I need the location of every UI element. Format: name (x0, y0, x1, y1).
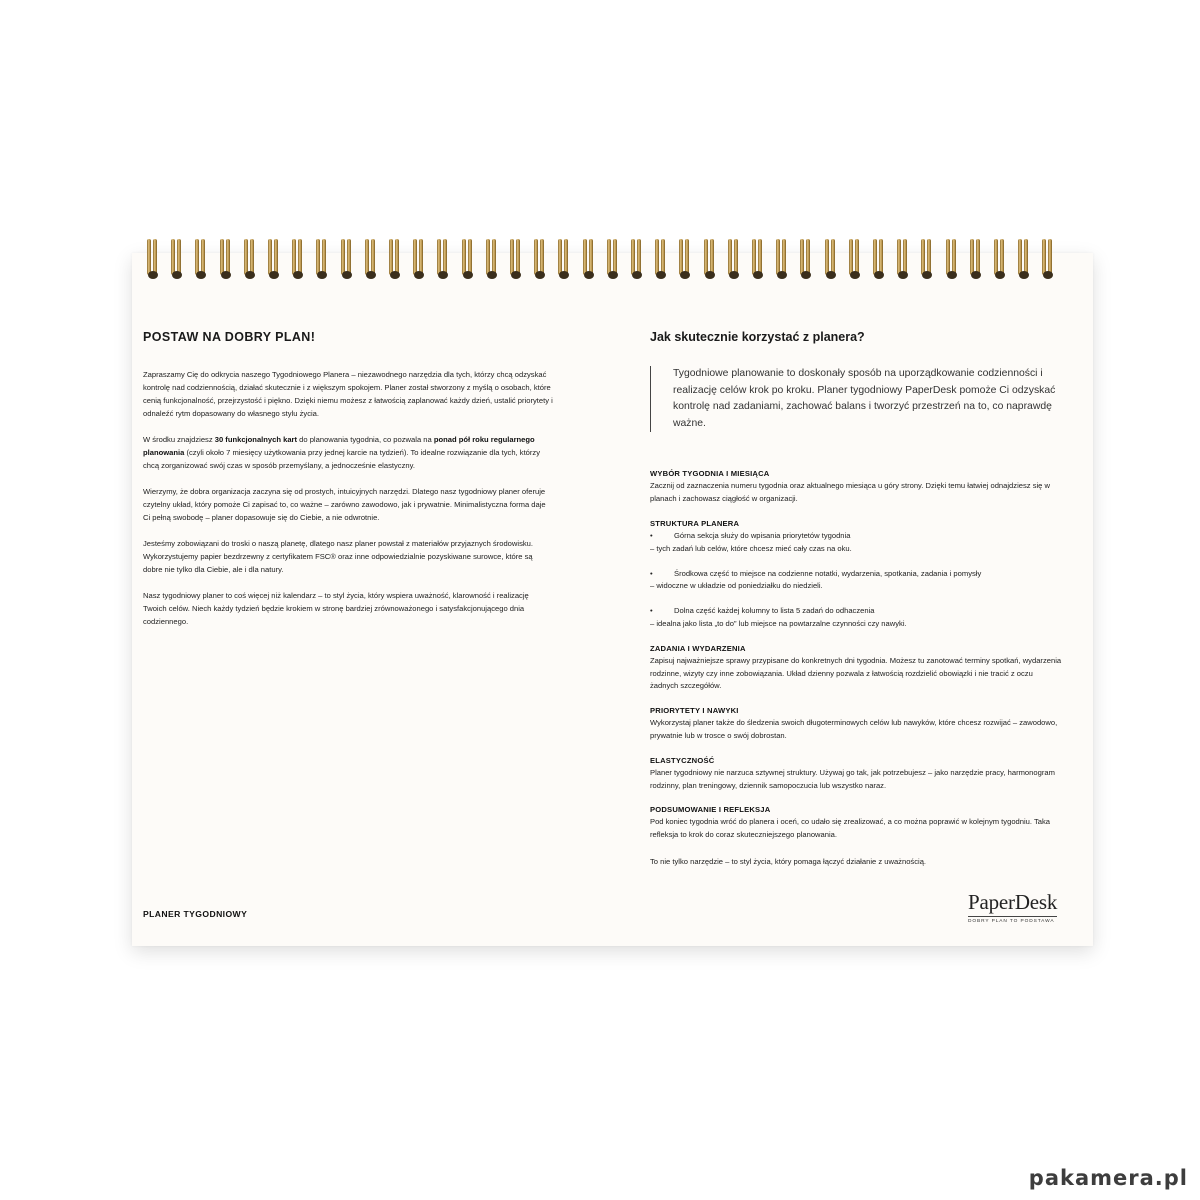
footer-label: PLANER TYGODNIOWY (143, 909, 248, 919)
binding-ring (897, 233, 909, 279)
binding-ring (316, 233, 328, 279)
closing-line: To nie tylko narzędzie – to styl życia, który pomaga łączyć działanie z uważnością. (650, 856, 927, 866)
binding-ring (1042, 233, 1054, 279)
binding-ring (631, 233, 643, 279)
binding-ring (946, 233, 958, 279)
bullet-icon: • (650, 606, 653, 616)
binding-ring (413, 233, 425, 279)
section-priorities-habits (650, 705, 1062, 743)
cards-bold-1: 30 funkcjonalnych kart (214, 435, 298, 444)
section-title: WYBÓR TYGODNIA I MIESIĄCA (650, 469, 770, 479)
lifestyle-paragraph: Nasz tygodniowy planer to coś więcej niż kalendarz – to styl życia, który wspiera uważność, klarowność i realizację Twoich celów. Niech każdy tydzień będzie krokiem w stronę bardziej zrównoważonego i satysfakcjonującego dnia codziennego. (143, 591, 529, 626)
bullet-text: Górna sekcja służy do wpisania priorytetów tygodnia (674, 530, 851, 540)
section-week-month (650, 468, 1062, 506)
binding-ring (800, 233, 812, 279)
binding-ring (510, 233, 522, 279)
section-body: Planer tygodniowy nie narzuca sztywnej struktury. Używaj go tak, jak potrzebujesz – jako narzędzie pracy, harmonogram rodzinny, plan treningowy, dziennik samopoczucia lub wszystko naraz. (650, 767, 1055, 790)
bullet-text: Dolna część każdej kolumny to lista 5 zadań do odhaczenia (674, 606, 875, 616)
left-title: POSTAW NA DOBRY PLAN! (143, 330, 316, 344)
section-summary-reflection (650, 804, 1062, 842)
section-title: STRUKTURA PLANERA (650, 518, 740, 528)
binding-ring (849, 233, 861, 279)
binding-ring (583, 233, 595, 279)
binding-ring (704, 233, 716, 279)
binding-ring (873, 233, 885, 279)
bullet-item (650, 530, 1062, 556)
binding-ring (220, 233, 232, 279)
brand-logo (968, 890, 1057, 924)
binding-ring (486, 233, 498, 279)
section-structure (650, 518, 1062, 631)
watermark: pakamera.pl (1028, 1166, 1188, 1190)
binding-ring (341, 233, 353, 279)
binding-ring (558, 233, 570, 279)
binding-ring (534, 233, 546, 279)
binding-ring (389, 233, 401, 279)
cards-text-1: W środku znajdziesz (143, 435, 215, 444)
binding-ring (268, 233, 280, 279)
cards-text-2: do planowania tygodnia, co pozwala na (297, 435, 434, 444)
section-title: ELASTYCZNOŚĆ (650, 755, 715, 765)
bullet-text-continued: – tych zadań lub celów, które chcesz mieć cały czas na oku. (650, 543, 852, 553)
section-body: Wykorzystaj planer także do śledzenia swoich długoterminowych celów lub nawyków, które chcesz rozwijać – zawodowo, prywatnie lub w trosce o swój dobrostan. (650, 718, 1058, 740)
bullet-text: Środkowa część to miejsce na codzienne notatki, wydarzenia, spotkania, zadania i pomysły (674, 568, 982, 578)
eco-paragraph: Jesteśmy zobowiązani do troski o naszą planetę, dlatego nasz planer powstał z materiałów przyjaznych środowisku. Wykorzystujemy papier bezdrzewny z certyfikatem FSC® oraz inne odpowiedzialnie pozyskiwane surowce, które są dobre nie tylko dla Ciebie, ale i dla natury. (143, 539, 534, 574)
binding-ring (655, 233, 667, 279)
section-title: PRIORYTETY I NAWYKI (650, 706, 739, 716)
binding-ring (437, 233, 449, 279)
bullet-item (650, 605, 1062, 631)
binding-ring (994, 233, 1006, 279)
binding-ring (607, 233, 619, 279)
bullet-text-continued: – idealna jako lista „to do” lub miejsce na powtarzalne czynności czy nawyki. (650, 618, 907, 628)
section-title: PODSUMOWANIE I REFLEKSJA (650, 805, 771, 815)
bullet-text-continued: – widoczne w układzie od poniedziałku do niedzieli. (650, 581, 823, 591)
binding-ring (365, 233, 377, 279)
logo-tagline: DOBRY PLAN TO PODSTAWA (968, 916, 1057, 924)
organization-paragraph: Wierzymy, że dobra organizacja zaczyna się od prostych, intuicyjnych narzędzi. Dlatego nasz tygodniowy planer oferuje czytelny układ, który pomoże Ci zapisać to, co ważne – zarówno zawodowo, jak i prywatnie. Minimalistyczna forma daje Ci pełną swobodę – planer dopasowuje się do Ciebie, a nie odwrotnie. (143, 487, 546, 522)
logo-wordmark: PaperDesk (968, 890, 1058, 914)
section-title: ZADANIA I WYDARZENIA (650, 643, 746, 653)
section-body: Zacznij od zaznaczenia numeru tygodnia oraz aktualnego miesiąca u góry strony. Dzięki temu łatwiej odnajdziesz się w planach i zachowasz ciągłość w organizacji. (650, 481, 1050, 504)
right-title: Jak skutecznie korzystać z planera? (650, 330, 865, 344)
binding-ring (825, 233, 837, 279)
binding-ring (1018, 233, 1030, 279)
binding-ring (970, 233, 982, 279)
binding-ring (728, 233, 740, 279)
section-body: Zapisuj najważniejsze sprawy przypisane do konkretnych dni tygodnia. Możesz tu zanotować terminy spotkań, wydarzenia rodzinne, wizyty czy inne zobowiązania. Układ dzienny pozwala z łatwością rozdzielić obowiązki i nie tracić z oczu żadnych szczegółów. (650, 655, 1062, 691)
binding-ring (752, 233, 764, 279)
binding-ring (244, 233, 256, 279)
bullet-item (650, 568, 1062, 594)
binding-ring (462, 233, 474, 279)
binding-ring (147, 233, 159, 279)
binding-ring (776, 233, 788, 279)
section-flexibility (650, 755, 1062, 793)
binding-ring (171, 233, 183, 279)
bullet-icon: • (650, 530, 653, 540)
intro-quote: Tygodniowe planowanie to doskonały sposób na uporządkowanie codzienności i realizację celów krok po kroku. Planer tygodniowy PaperDesk pomoże Ci odzyskać kontrolę nad zadaniami, zachować balans i tworzyć przestrzeń na to, co naprawdę ważne. (650, 366, 1062, 432)
binding-ring (195, 233, 207, 279)
right-column (650, 330, 1062, 869)
binding-ring (292, 233, 304, 279)
cards-paragraph (143, 433, 553, 472)
binding-ring (921, 233, 933, 279)
spiral-binding (132, 233, 1093, 281)
intro-paragraph: Zapraszamy Cię do odkrycia naszego Tygodniowego Planera – niezawodnego narzędzia dla tych, którzy chcą odzyskać kontrolę nad codziennością, działać skutecznie i z większym spokojem. Planer został stworzony z myślą o osobach, które cenią funkcjonalność, przejrzystość i piękno. Dzięki niemu możesz z łatwością zaplanować każdy dzień, ustalić priorytety i odnaleźć rytm dopasowany do własnego stylu życia. (143, 370, 553, 418)
cards-bold-2: ponad pół roku regularnego planowania (143, 435, 535, 457)
bullet-icon: • (650, 568, 653, 578)
binding-ring (679, 233, 691, 279)
section-body: Pod koniec tygodnia wróć do planera i oceń, co udało się zrealizować, a co można poprawić w kolejnym tygodniu. Taka refleksja to krok do coraz skuteczniejszego planowania. (650, 817, 1051, 840)
section-tasks-events (650, 643, 1062, 693)
left-column (143, 330, 553, 641)
cards-text-3: (czyli około 7 miesięcy użytkowania przy jednej karcie na tydzień). To idealne rozwiązanie dla tych, którzy chcą zorganizować swój czas w sposób przemyślany, a jednocześnie elastyczny. (143, 448, 541, 470)
